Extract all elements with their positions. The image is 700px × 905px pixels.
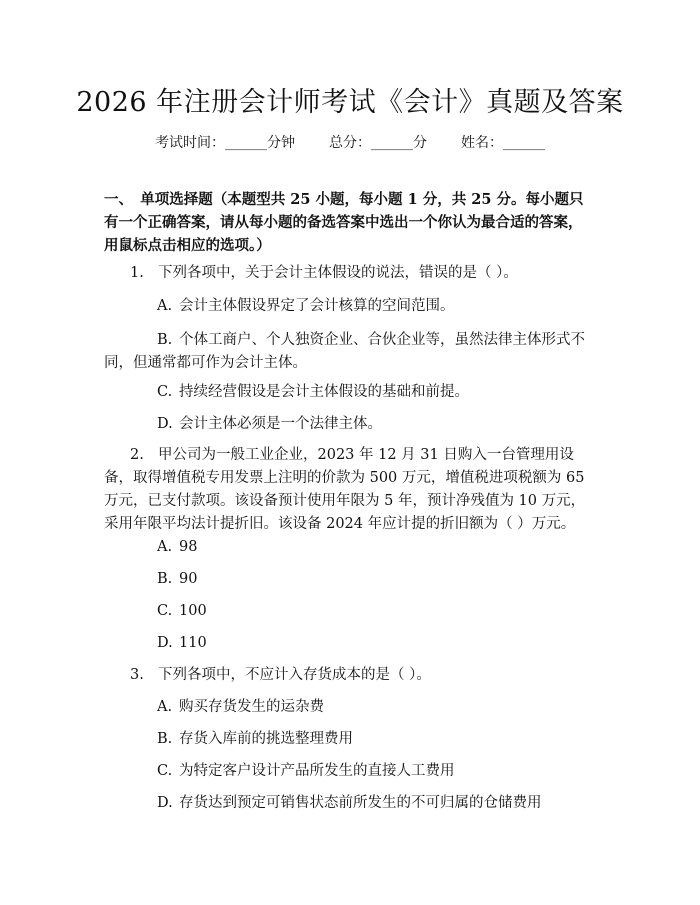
option-letter: A. xyxy=(157,298,173,314)
question-3-option-c[interactable] xyxy=(104,760,596,783)
exam-meta xyxy=(0,132,700,152)
option-text: 存货入库前的挑选整理费用 xyxy=(179,731,353,747)
option-letter: C. xyxy=(157,763,173,779)
option-letter: B. xyxy=(157,571,173,587)
option-text: 98 xyxy=(179,539,198,555)
question-2-option-d[interactable] xyxy=(104,632,596,655)
option-text: 持续经营假设是会计主体假设的基础和前提。 xyxy=(179,384,469,400)
question-2 xyxy=(104,444,596,536)
question-1-option-a[interactable] xyxy=(104,295,596,318)
question-2-option-a[interactable] xyxy=(104,536,596,559)
name-label: 姓名：______ xyxy=(461,135,545,151)
option-letter: C. xyxy=(157,384,173,400)
question-text: 甲公司为一般工业企业，2023 年 12 月 31 日购入一台管理用设备，取得增值税专用发票上注明的价款为 500 万元，增值税进项税额为 65 万元，已支付款项。该设备预计使用年限为 5 年，预计净残值为 10 万元，采用年限平均法计提折旧。该设备 2024 年应计提的折旧额为（ ）万元。 xyxy=(104,447,586,532)
question-1-option-c[interactable] xyxy=(104,381,596,404)
question-3 xyxy=(104,664,596,687)
question-2-option-c[interactable] xyxy=(104,600,596,623)
question-3-option-a[interactable] xyxy=(104,696,596,719)
section-heading: 一、 单项选择题（本题型共 25 小题，每小题 1 分，共 25 分。每小题只有一个正确答案，请从每小题的备选答案中选出一个你认为最合适的答案，用鼠标点击相应的选项。） xyxy=(104,191,584,254)
option-letter: D. xyxy=(157,795,173,811)
question-text: 下列各项中，关于会计主体假设的说法，错误的是（ ）。 xyxy=(158,265,518,281)
question-1-option-d[interactable] xyxy=(104,413,596,436)
option-text: 购买存货发生的运杂费 xyxy=(179,699,324,715)
option-text: 110 xyxy=(179,635,207,651)
option-letter: D. xyxy=(157,416,173,432)
question-1-option-b[interactable] xyxy=(104,329,596,375)
option-letter: D. xyxy=(157,635,173,651)
question-number: 3. xyxy=(130,667,144,683)
question-3-option-b[interactable] xyxy=(104,728,596,751)
question-text: 下列各项中，不应计入存货成本的是（ ）。 xyxy=(158,667,431,683)
option-letter: B. xyxy=(157,332,173,348)
option-text: 会计主体必须是一个法律主体。 xyxy=(179,416,382,432)
option-text: 个体工商户、个人独资企业、合伙企业等，虽然法律主体形式不同，但通常都可作为会计主体。 xyxy=(104,332,585,371)
option-text: 100 xyxy=(179,603,207,619)
total-score-label: 总分：______分 xyxy=(329,135,427,151)
option-letter: C. xyxy=(157,603,173,619)
option-text: 会计主体假设界定了会计核算的空间范围。 xyxy=(179,298,455,314)
page-title: 2026 年注册会计师考试《会计》真题及答案 xyxy=(76,87,624,118)
question-2-option-b[interactable] xyxy=(104,568,596,591)
option-text: 为特定客户设计产品所发生的直接人工费用 xyxy=(179,763,455,779)
option-text: 存货达到预定可销售状态前所发生的不可归属的仓储费用 xyxy=(179,795,542,811)
question-3-option-d[interactable] xyxy=(104,792,596,815)
question-number: 1. xyxy=(130,265,144,281)
option-letter: A. xyxy=(157,699,173,715)
option-letter: B. xyxy=(157,731,173,747)
exam-time-label: 考试时间：______分钟 xyxy=(155,135,295,151)
option-text: 90 xyxy=(179,571,198,587)
question-1 xyxy=(104,262,596,285)
question-number: 2. xyxy=(130,447,144,463)
option-letter: A. xyxy=(157,539,173,555)
